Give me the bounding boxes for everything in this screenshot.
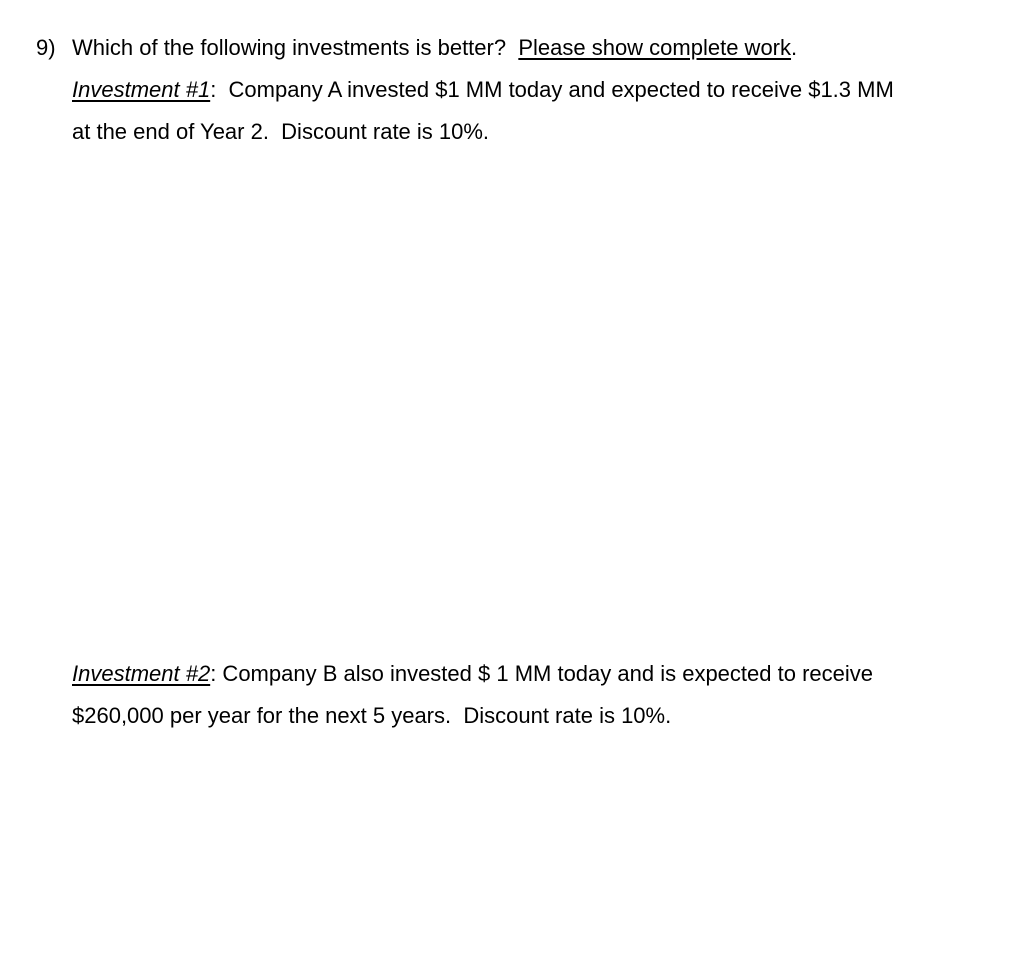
answer-space-investment-2	[72, 744, 972, 934]
investment-1-colon: :	[210, 77, 217, 102]
question-line	[36, 34, 797, 62]
investment-1-description: Company A invested $1 MM today and expected to receive $1.3 MM	[216, 77, 894, 102]
investment-1-line-2	[72, 118, 489, 146]
investment-2-description-cont: $260,000 per year for the next 5 years. Discount rate is 10%.	[72, 703, 672, 728]
question-instruction: Please show complete work	[518, 35, 792, 60]
investment-2-label: Investment #2	[72, 661, 211, 686]
investment-2-colon: :	[210, 661, 217, 686]
investment-1-line-1	[72, 76, 894, 104]
question-prompt: Which of the following investments is better?	[72, 35, 507, 60]
answer-space-investment-1	[72, 160, 972, 640]
investment-2-line-1	[72, 660, 873, 688]
question-instruction-period: .	[791, 35, 798, 60]
investment-1-description-cont: at the end of Year 2. Discount rate is 10%.	[72, 119, 490, 144]
investment-2-description: Company B also invested $ 1 MM today and is expected to receive	[216, 661, 873, 686]
question-number: 9)	[36, 35, 56, 60]
investment-1-label: Investment #1	[72, 77, 211, 102]
investment-2-line-2	[72, 702, 671, 730]
